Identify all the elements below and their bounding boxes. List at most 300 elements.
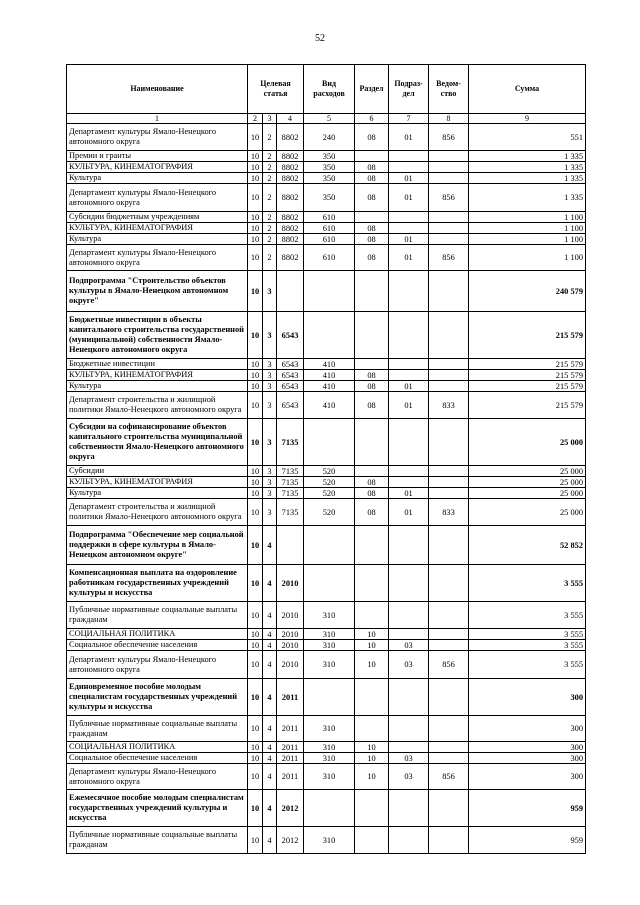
cell-subsection-code bbox=[389, 370, 429, 381]
cell-code-part-3: 2010 bbox=[277, 602, 304, 629]
cell-code-part-3: 2011 bbox=[277, 716, 304, 742]
cell-code-part-1: 10 bbox=[248, 370, 263, 381]
cell-expense-kind: 310 bbox=[304, 651, 355, 679]
cell-section-code bbox=[355, 212, 389, 223]
cell-code-part-1: 10 bbox=[248, 223, 263, 234]
cell-subsection-code: 01 bbox=[389, 234, 429, 245]
column-number: 7 bbox=[389, 114, 429, 124]
cell-department-code: 856 bbox=[429, 764, 469, 790]
cell-code-part-1: 10 bbox=[248, 419, 263, 466]
cell-section-code bbox=[355, 790, 389, 827]
cell-code-part-2: 2 bbox=[263, 212, 277, 223]
cell-expense-kind bbox=[304, 565, 355, 602]
cell-amount: 52 852 bbox=[469, 526, 586, 565]
cell-code-part-1: 10 bbox=[248, 466, 263, 477]
cell-code-part-2: 3 bbox=[263, 477, 277, 488]
table-row bbox=[67, 488, 586, 499]
table-row bbox=[67, 477, 586, 488]
cell-amount: 1 100 bbox=[469, 234, 586, 245]
cell-name: КУЛЬТУРА, КИНЕМАТОГРАФИЯ bbox=[67, 162, 248, 173]
cell-department-code: 833 bbox=[429, 499, 469, 526]
cell-code-part-3: 8802 bbox=[277, 223, 304, 234]
cell-amount: 215 579 bbox=[469, 392, 586, 419]
cell-section-code: 08 bbox=[355, 223, 389, 234]
cell-expense-kind: 310 bbox=[304, 716, 355, 742]
cell-code-part-2: 2 bbox=[263, 151, 277, 162]
cell-department-code bbox=[429, 212, 469, 223]
table-row bbox=[67, 271, 586, 312]
cell-subsection-code: 03 bbox=[389, 640, 429, 651]
cell-code-part-1: 10 bbox=[248, 679, 263, 716]
cell-subsection-code bbox=[389, 312, 429, 359]
cell-expense-kind: 310 bbox=[304, 764, 355, 790]
cell-code-part-3: 8802 bbox=[277, 234, 304, 245]
cell-department-code bbox=[429, 679, 469, 716]
cell-name: Субсидии bbox=[67, 466, 248, 477]
cell-amount: 300 bbox=[469, 742, 586, 753]
cell-code-part-2: 4 bbox=[263, 716, 277, 742]
cell-code-part-2: 4 bbox=[263, 790, 277, 827]
cell-subsection-code: 03 bbox=[389, 764, 429, 790]
cell-name: КУЛЬТУРА, КИНЕМАТОГРАФИЯ bbox=[67, 223, 248, 234]
cell-department-code bbox=[429, 234, 469, 245]
cell-code-part-3: 8802 bbox=[277, 151, 304, 162]
cell-name: Бюджетные инвестиции в объекты капитального строительства государственной (муниципальной) собственности Ямало-Ненецкого автономного округа bbox=[67, 312, 248, 359]
cell-section-code bbox=[355, 312, 389, 359]
cell-section-code: 08 bbox=[355, 173, 389, 184]
cell-name: Бюджетные инвестиции bbox=[67, 359, 248, 370]
cell-amount: 959 bbox=[469, 827, 586, 854]
cell-amount: 1 100 bbox=[469, 212, 586, 223]
cell-expense-kind: 410 bbox=[304, 392, 355, 419]
cell-department-code bbox=[429, 151, 469, 162]
cell-code-part-1: 10 bbox=[248, 245, 263, 271]
cell-department-code bbox=[429, 640, 469, 651]
cell-code-part-1: 10 bbox=[248, 629, 263, 640]
cell-expense-kind: 240 bbox=[304, 124, 355, 151]
cell-department-code bbox=[429, 466, 469, 477]
cell-code-part-3: 7135 bbox=[277, 477, 304, 488]
cell-code-part-3: 8802 bbox=[277, 124, 304, 151]
page-number: 52 bbox=[315, 33, 325, 44]
cell-code-part-3: 2011 bbox=[277, 742, 304, 753]
cell-code-part-3: 6543 bbox=[277, 312, 304, 359]
cell-code-part-3: 8802 bbox=[277, 212, 304, 223]
cell-department-code bbox=[429, 381, 469, 392]
cell-subsection-code bbox=[389, 565, 429, 602]
cell-amount: 300 bbox=[469, 753, 586, 764]
cell-code-part-1: 10 bbox=[248, 173, 263, 184]
cell-code-part-3: 8802 bbox=[277, 184, 304, 212]
header-sum: Сумма bbox=[469, 65, 586, 114]
cell-name: Департамент культуры Ямало-Ненецкого автономного округа bbox=[67, 651, 248, 679]
cell-subsection-code bbox=[389, 716, 429, 742]
cell-department-code: 856 bbox=[429, 124, 469, 151]
cell-code-part-2: 2 bbox=[263, 124, 277, 151]
cell-name: СОЦИАЛЬНАЯ ПОЛИТИКА bbox=[67, 629, 248, 640]
header-subsection: Подраз-дел bbox=[389, 65, 429, 114]
table-row bbox=[67, 716, 586, 742]
header-target: Целевая статья bbox=[248, 65, 304, 114]
cell-code-part-3: 6543 bbox=[277, 381, 304, 392]
cell-name: Социальное обеспечение населения bbox=[67, 753, 248, 764]
table-row bbox=[67, 629, 586, 640]
cell-code-part-1: 10 bbox=[248, 312, 263, 359]
cell-subsection-code: 01 bbox=[389, 381, 429, 392]
table-row bbox=[67, 151, 586, 162]
cell-amount: 1 335 bbox=[469, 162, 586, 173]
cell-code-part-2: 4 bbox=[263, 565, 277, 602]
cell-subsection-code bbox=[389, 151, 429, 162]
cell-code-part-2: 2 bbox=[263, 245, 277, 271]
header-kind: Вид расходов bbox=[304, 65, 355, 114]
cell-department-code: 856 bbox=[429, 184, 469, 212]
column-number: 2 bbox=[248, 114, 263, 124]
cell-section-code bbox=[355, 565, 389, 602]
cell-amount: 1 335 bbox=[469, 173, 586, 184]
table-row bbox=[67, 312, 586, 359]
column-number: 8 bbox=[429, 114, 469, 124]
cell-section-code: 08 bbox=[355, 234, 389, 245]
cell-code-part-2: 3 bbox=[263, 271, 277, 312]
cell-section-code: 08 bbox=[355, 381, 389, 392]
cell-amount: 1 335 bbox=[469, 184, 586, 212]
cell-code-part-3: 2011 bbox=[277, 679, 304, 716]
table-row bbox=[67, 651, 586, 679]
cell-name: Компенсационная выплата на оздоровление работникам государственных учреждений культуры и искусства bbox=[67, 565, 248, 602]
cell-name: Публичные нормативные социальные выплаты гражданам bbox=[67, 827, 248, 854]
cell-subsection-code bbox=[389, 602, 429, 629]
cell-code-part-1: 10 bbox=[248, 742, 263, 753]
cell-section-code: 08 bbox=[355, 124, 389, 151]
cell-section-code bbox=[355, 827, 389, 854]
budget-table bbox=[66, 64, 586, 854]
cell-code-part-2: 2 bbox=[263, 184, 277, 212]
cell-section-code: 10 bbox=[355, 753, 389, 764]
cell-code-part-3 bbox=[277, 526, 304, 565]
cell-department-code bbox=[429, 162, 469, 173]
cell-subsection-code: 01 bbox=[389, 499, 429, 526]
cell-code-part-1: 10 bbox=[248, 764, 263, 790]
cell-code-part-3: 2010 bbox=[277, 565, 304, 602]
table-row bbox=[67, 162, 586, 173]
cell-department-code bbox=[429, 271, 469, 312]
cell-name: Подпрограмма "Строительство объектов культуры в Ямало-Ненецком автономном округе" bbox=[67, 271, 248, 312]
cell-subsection-code bbox=[389, 827, 429, 854]
cell-section-code: 10 bbox=[355, 651, 389, 679]
table-row bbox=[67, 466, 586, 477]
table-row bbox=[67, 392, 586, 419]
column-number: 3 bbox=[263, 114, 277, 124]
cell-code-part-2: 3 bbox=[263, 392, 277, 419]
header-row bbox=[67, 65, 586, 114]
cell-subsection-code bbox=[389, 629, 429, 640]
table-row bbox=[67, 124, 586, 151]
cell-code-part-1: 10 bbox=[248, 488, 263, 499]
table-row bbox=[67, 640, 586, 651]
cell-section-code: 08 bbox=[355, 184, 389, 212]
cell-department-code bbox=[429, 312, 469, 359]
cell-section-code bbox=[355, 526, 389, 565]
table-row bbox=[67, 499, 586, 526]
cell-section-code bbox=[355, 716, 389, 742]
cell-department-code bbox=[429, 526, 469, 565]
cell-amount: 3 555 bbox=[469, 629, 586, 640]
cell-name: СОЦИАЛЬНАЯ ПОЛИТИКА bbox=[67, 742, 248, 753]
cell-section-code: 10 bbox=[355, 742, 389, 753]
cell-subsection-code: 01 bbox=[389, 184, 429, 212]
cell-department-code bbox=[429, 173, 469, 184]
cell-code-part-1: 10 bbox=[248, 565, 263, 602]
cell-department-code: 856 bbox=[429, 245, 469, 271]
cell-subsection-code bbox=[389, 466, 429, 477]
cell-code-part-2: 3 bbox=[263, 370, 277, 381]
cell-amount: 240 579 bbox=[469, 271, 586, 312]
cell-name: Публичные нормативные социальные выплаты гражданам bbox=[67, 602, 248, 629]
cell-code-part-1: 10 bbox=[248, 753, 263, 764]
cell-section-code: 08 bbox=[355, 162, 389, 173]
table-row bbox=[67, 359, 586, 370]
cell-code-part-1: 10 bbox=[248, 477, 263, 488]
cell-expense-kind bbox=[304, 419, 355, 466]
cell-code-part-1: 10 bbox=[248, 234, 263, 245]
cell-amount: 25 000 bbox=[469, 477, 586, 488]
cell-expense-kind: 310 bbox=[304, 827, 355, 854]
table-row bbox=[67, 381, 586, 392]
cell-code-part-3: 8802 bbox=[277, 162, 304, 173]
cell-name: Департамент культуры Ямало-Ненецкого автономного округа bbox=[67, 245, 248, 271]
cell-code-part-3: 7135 bbox=[277, 488, 304, 499]
cell-section-code bbox=[355, 151, 389, 162]
cell-section-code: 10 bbox=[355, 764, 389, 790]
cell-code-part-2: 3 bbox=[263, 499, 277, 526]
cell-subsection-code bbox=[389, 419, 429, 466]
cell-amount: 25 000 bbox=[469, 419, 586, 466]
cell-department-code bbox=[429, 742, 469, 753]
cell-name: Ежемесячное пособие молодым специалистам государственных учреждений культуры и искусства bbox=[67, 790, 248, 827]
cell-code-part-3: 7135 bbox=[277, 466, 304, 477]
cell-code-part-2: 4 bbox=[263, 526, 277, 565]
cell-subsection-code: 03 bbox=[389, 651, 429, 679]
cell-expense-kind: 610 bbox=[304, 223, 355, 234]
cell-code-part-3 bbox=[277, 271, 304, 312]
header-name: Наименование bbox=[67, 65, 248, 114]
cell-section-code: 10 bbox=[355, 629, 389, 640]
cell-expense-kind bbox=[304, 526, 355, 565]
cell-name: Культура bbox=[67, 381, 248, 392]
cell-department-code bbox=[429, 602, 469, 629]
cell-subsection-code bbox=[389, 679, 429, 716]
cell-amount: 25 000 bbox=[469, 499, 586, 526]
cell-amount: 215 579 bbox=[469, 381, 586, 392]
cell-code-part-1: 10 bbox=[248, 381, 263, 392]
cell-expense-kind: 520 bbox=[304, 499, 355, 526]
cell-code-part-3: 6543 bbox=[277, 359, 304, 370]
cell-subsection-code bbox=[389, 742, 429, 753]
cell-code-part-2: 4 bbox=[263, 679, 277, 716]
cell-name: КУЛЬТУРА, КИНЕМАТОГРАФИЯ bbox=[67, 370, 248, 381]
cell-section-code bbox=[355, 271, 389, 312]
cell-expense-kind: 310 bbox=[304, 753, 355, 764]
cell-name: Культура bbox=[67, 173, 248, 184]
cell-code-part-3: 2010 bbox=[277, 651, 304, 679]
cell-code-part-2: 4 bbox=[263, 753, 277, 764]
cell-expense-kind: 610 bbox=[304, 234, 355, 245]
cell-name: Субсидии бюджетным учреждениям bbox=[67, 212, 248, 223]
cell-subsection-code bbox=[389, 271, 429, 312]
cell-expense-kind bbox=[304, 271, 355, 312]
cell-section-code bbox=[355, 359, 389, 370]
cell-amount: 215 579 bbox=[469, 359, 586, 370]
column-number: 5 bbox=[304, 114, 355, 124]
cell-code-part-2: 3 bbox=[263, 312, 277, 359]
cell-code-part-3: 2012 bbox=[277, 827, 304, 854]
table-row bbox=[67, 679, 586, 716]
cell-code-part-1: 10 bbox=[248, 499, 263, 526]
table-row bbox=[67, 753, 586, 764]
cell-code-part-2: 2 bbox=[263, 234, 277, 245]
cell-code-part-1: 10 bbox=[248, 124, 263, 151]
cell-subsection-code bbox=[389, 790, 429, 827]
cell-expense-kind: 520 bbox=[304, 466, 355, 477]
table-row bbox=[67, 370, 586, 381]
cell-name: Культура bbox=[67, 234, 248, 245]
column-number: 6 bbox=[355, 114, 389, 124]
table-row bbox=[67, 742, 586, 753]
cell-department-code bbox=[429, 370, 469, 381]
header-dept: Ведом-ство bbox=[429, 65, 469, 114]
column-number: 1 bbox=[67, 114, 248, 124]
cell-amount: 215 579 bbox=[469, 312, 586, 359]
cell-expense-kind: 410 bbox=[304, 359, 355, 370]
cell-department-code bbox=[429, 477, 469, 488]
cell-subsection-code bbox=[389, 223, 429, 234]
cell-code-part-2: 4 bbox=[263, 651, 277, 679]
cell-section-code: 10 bbox=[355, 640, 389, 651]
cell-section-code: 08 bbox=[355, 392, 389, 419]
cell-expense-kind: 310 bbox=[304, 742, 355, 753]
cell-department-code bbox=[429, 629, 469, 640]
cell-expense-kind: 610 bbox=[304, 245, 355, 271]
cell-code-part-3: 2011 bbox=[277, 764, 304, 790]
cell-amount: 551 bbox=[469, 124, 586, 151]
table-row bbox=[67, 565, 586, 602]
cell-subsection-code bbox=[389, 526, 429, 565]
cell-code-part-3: 7135 bbox=[277, 419, 304, 466]
cell-code-part-3: 2010 bbox=[277, 629, 304, 640]
cell-code-part-1: 10 bbox=[248, 716, 263, 742]
cell-expense-kind bbox=[304, 790, 355, 827]
cell-code-part-2: 4 bbox=[263, 629, 277, 640]
cell-section-code: 08 bbox=[355, 477, 389, 488]
table-row bbox=[67, 827, 586, 854]
cell-name: Культура bbox=[67, 488, 248, 499]
cell-expense-kind: 310 bbox=[304, 629, 355, 640]
cell-department-code bbox=[429, 565, 469, 602]
cell-code-part-1: 10 bbox=[248, 212, 263, 223]
cell-expense-kind: 310 bbox=[304, 602, 355, 629]
table-row bbox=[67, 234, 586, 245]
cell-department-code bbox=[429, 716, 469, 742]
column-number: 4 bbox=[277, 114, 304, 124]
cell-code-part-3: 6543 bbox=[277, 392, 304, 419]
table-row bbox=[67, 212, 586, 223]
cell-department-code: 856 bbox=[429, 651, 469, 679]
cell-subsection-code: 03 bbox=[389, 753, 429, 764]
cell-code-part-1: 10 bbox=[248, 162, 263, 173]
cell-department-code bbox=[429, 753, 469, 764]
cell-department-code bbox=[429, 827, 469, 854]
cell-subsection-code bbox=[389, 162, 429, 173]
cell-code-part-2: 4 bbox=[263, 764, 277, 790]
cell-amount: 1 100 bbox=[469, 223, 586, 234]
cell-code-part-3: 8802 bbox=[277, 173, 304, 184]
cell-department-code bbox=[429, 790, 469, 827]
cell-amount: 959 bbox=[469, 790, 586, 827]
cell-amount: 1 100 bbox=[469, 245, 586, 271]
cell-code-part-3: 2011 bbox=[277, 753, 304, 764]
cell-section-code: 08 bbox=[355, 488, 389, 499]
cell-amount: 300 bbox=[469, 716, 586, 742]
cell-name: Единовременное пособие молодым специалистам государственных учреждений культуры и искусства bbox=[67, 679, 248, 716]
cell-code-part-2: 3 bbox=[263, 466, 277, 477]
table-row bbox=[67, 184, 586, 212]
cell-department-code bbox=[429, 488, 469, 499]
cell-expense-kind bbox=[304, 312, 355, 359]
cell-code-part-1: 10 bbox=[248, 827, 263, 854]
cell-section-code bbox=[355, 419, 389, 466]
cell-department-code bbox=[429, 419, 469, 466]
cell-subsection-code bbox=[389, 477, 429, 488]
cell-amount: 300 bbox=[469, 764, 586, 790]
cell-code-part-3: 2010 bbox=[277, 640, 304, 651]
column-number-row bbox=[67, 114, 586, 124]
cell-code-part-2: 3 bbox=[263, 488, 277, 499]
cell-subsection-code: 01 bbox=[389, 392, 429, 419]
cell-subsection-code bbox=[389, 359, 429, 370]
cell-amount: 3 555 bbox=[469, 651, 586, 679]
header-section: Раздел bbox=[355, 65, 389, 114]
cell-section-code bbox=[355, 679, 389, 716]
cell-amount: 3 555 bbox=[469, 640, 586, 651]
cell-code-part-1: 10 bbox=[248, 271, 263, 312]
cell-code-part-1: 10 bbox=[248, 651, 263, 679]
cell-code-part-1: 10 bbox=[248, 640, 263, 651]
cell-code-part-1: 10 bbox=[248, 602, 263, 629]
cell-code-part-1: 10 bbox=[248, 151, 263, 162]
cell-department-code bbox=[429, 223, 469, 234]
cell-expense-kind: 310 bbox=[304, 640, 355, 651]
cell-name: Департамент культуры Ямало-Ненецкого автономного округа bbox=[67, 184, 248, 212]
table-row bbox=[67, 173, 586, 184]
cell-section-code: 08 bbox=[355, 499, 389, 526]
cell-code-part-2: 3 bbox=[263, 381, 277, 392]
cell-amount: 215 579 bbox=[469, 370, 586, 381]
cell-expense-kind bbox=[304, 679, 355, 716]
cell-code-part-3: 7135 bbox=[277, 499, 304, 526]
cell-amount: 3 555 bbox=[469, 602, 586, 629]
cell-code-part-2: 4 bbox=[263, 827, 277, 854]
table-row bbox=[67, 223, 586, 234]
cell-expense-kind: 610 bbox=[304, 212, 355, 223]
cell-code-part-2: 2 bbox=[263, 162, 277, 173]
cell-code-part-2: 4 bbox=[263, 742, 277, 753]
cell-code-part-3: 2012 bbox=[277, 790, 304, 827]
cell-name: Социальное обеспечение населения bbox=[67, 640, 248, 651]
table-body bbox=[67, 124, 586, 854]
table-row bbox=[67, 526, 586, 565]
table-row bbox=[67, 245, 586, 271]
